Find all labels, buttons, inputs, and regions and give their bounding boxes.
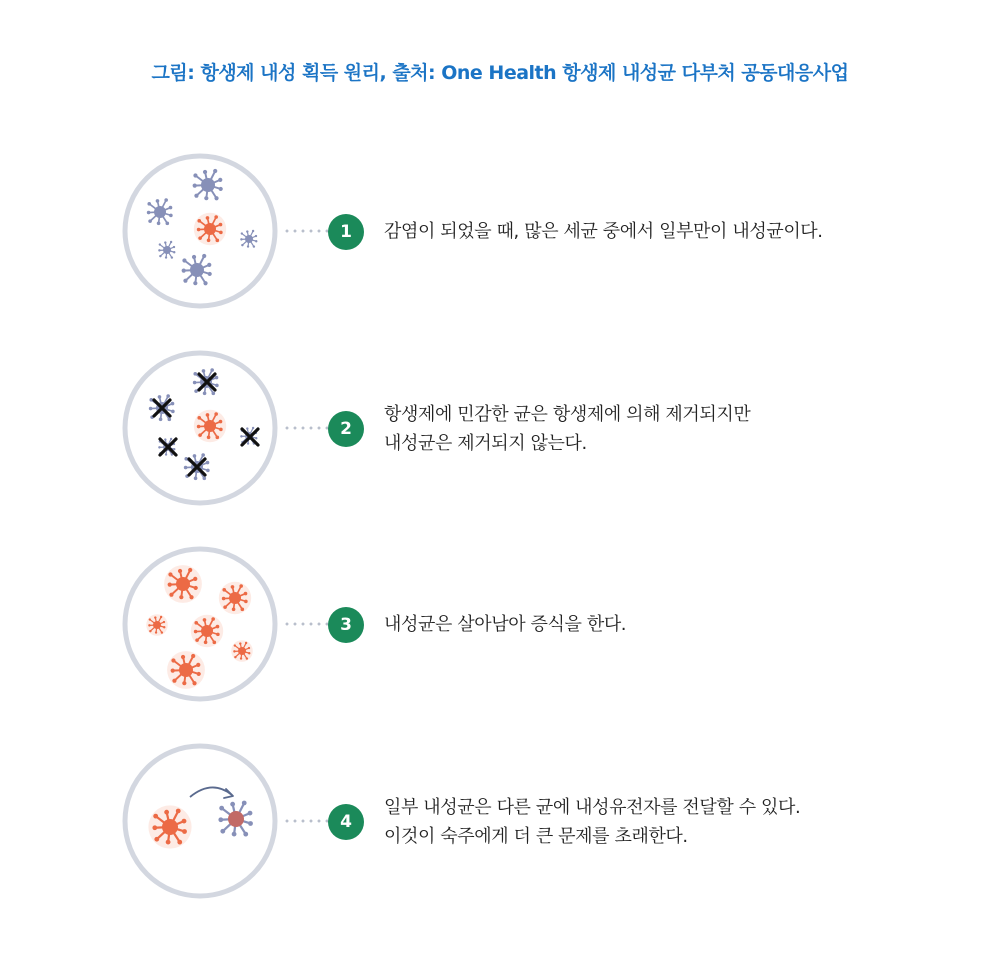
step-text-line: 항생제에 민감한 균은 항생제에 의해 제거되지만 bbox=[384, 404, 751, 425]
resistant-bacterium bbox=[167, 651, 205, 689]
step-text bbox=[384, 217, 823, 246]
connector-dots bbox=[283, 622, 331, 626]
petri-dish-4 bbox=[120, 741, 280, 901]
resistant-bacterium bbox=[164, 565, 202, 603]
step-number-badge: 2 bbox=[328, 411, 364, 447]
petri-dish-3 bbox=[120, 544, 280, 704]
step-4 bbox=[0, 741, 1000, 901]
step-text bbox=[384, 610, 626, 639]
figure-caption: 그림: 항생제 내성 획득 원리, 출처: One Health 항생제 내성균 다부처 공동대응사업 bbox=[151, 62, 849, 84]
step-text-line: 내성균은 살아남아 증식을 한다. bbox=[384, 614, 627, 635]
step-text bbox=[384, 793, 800, 851]
resistant-bacterium bbox=[219, 582, 251, 614]
step-number-badge: 4 bbox=[328, 804, 364, 840]
petri-dish-2 bbox=[120, 348, 280, 508]
connector-dots bbox=[283, 819, 331, 823]
step-3 bbox=[0, 544, 1000, 704]
step-text bbox=[384, 400, 750, 458]
resistant-bacterium bbox=[148, 805, 191, 848]
step-text-line: 내성균은 제거되지 않는다. bbox=[384, 433, 587, 454]
step-text-line: 일부 내성균은 다른 균에 내성유전자를 전달할 수 있다. bbox=[384, 797, 801, 818]
petri-dish-1 bbox=[120, 151, 280, 311]
step-2 bbox=[0, 348, 1000, 508]
step-1 bbox=[0, 151, 1000, 311]
step-text-line: 감염이 되었을 때, 많은 세균 중에서 일부만이 내성균이다. bbox=[384, 221, 823, 242]
step-number-badge: 3 bbox=[328, 607, 364, 643]
connector-dots bbox=[283, 426, 331, 430]
connector-dots bbox=[283, 229, 331, 233]
resistant-bacterium bbox=[194, 410, 226, 442]
resistant-bacterium bbox=[231, 640, 253, 662]
step-number-badge: 1 bbox=[328, 214, 364, 250]
resistant-bacterium bbox=[146, 614, 168, 636]
resistant-bacterium bbox=[194, 213, 226, 245]
step-text-line: 이것이 숙주에게 더 큰 문제를 초래한다. bbox=[384, 826, 688, 847]
resistant-bacterium bbox=[191, 615, 223, 647]
